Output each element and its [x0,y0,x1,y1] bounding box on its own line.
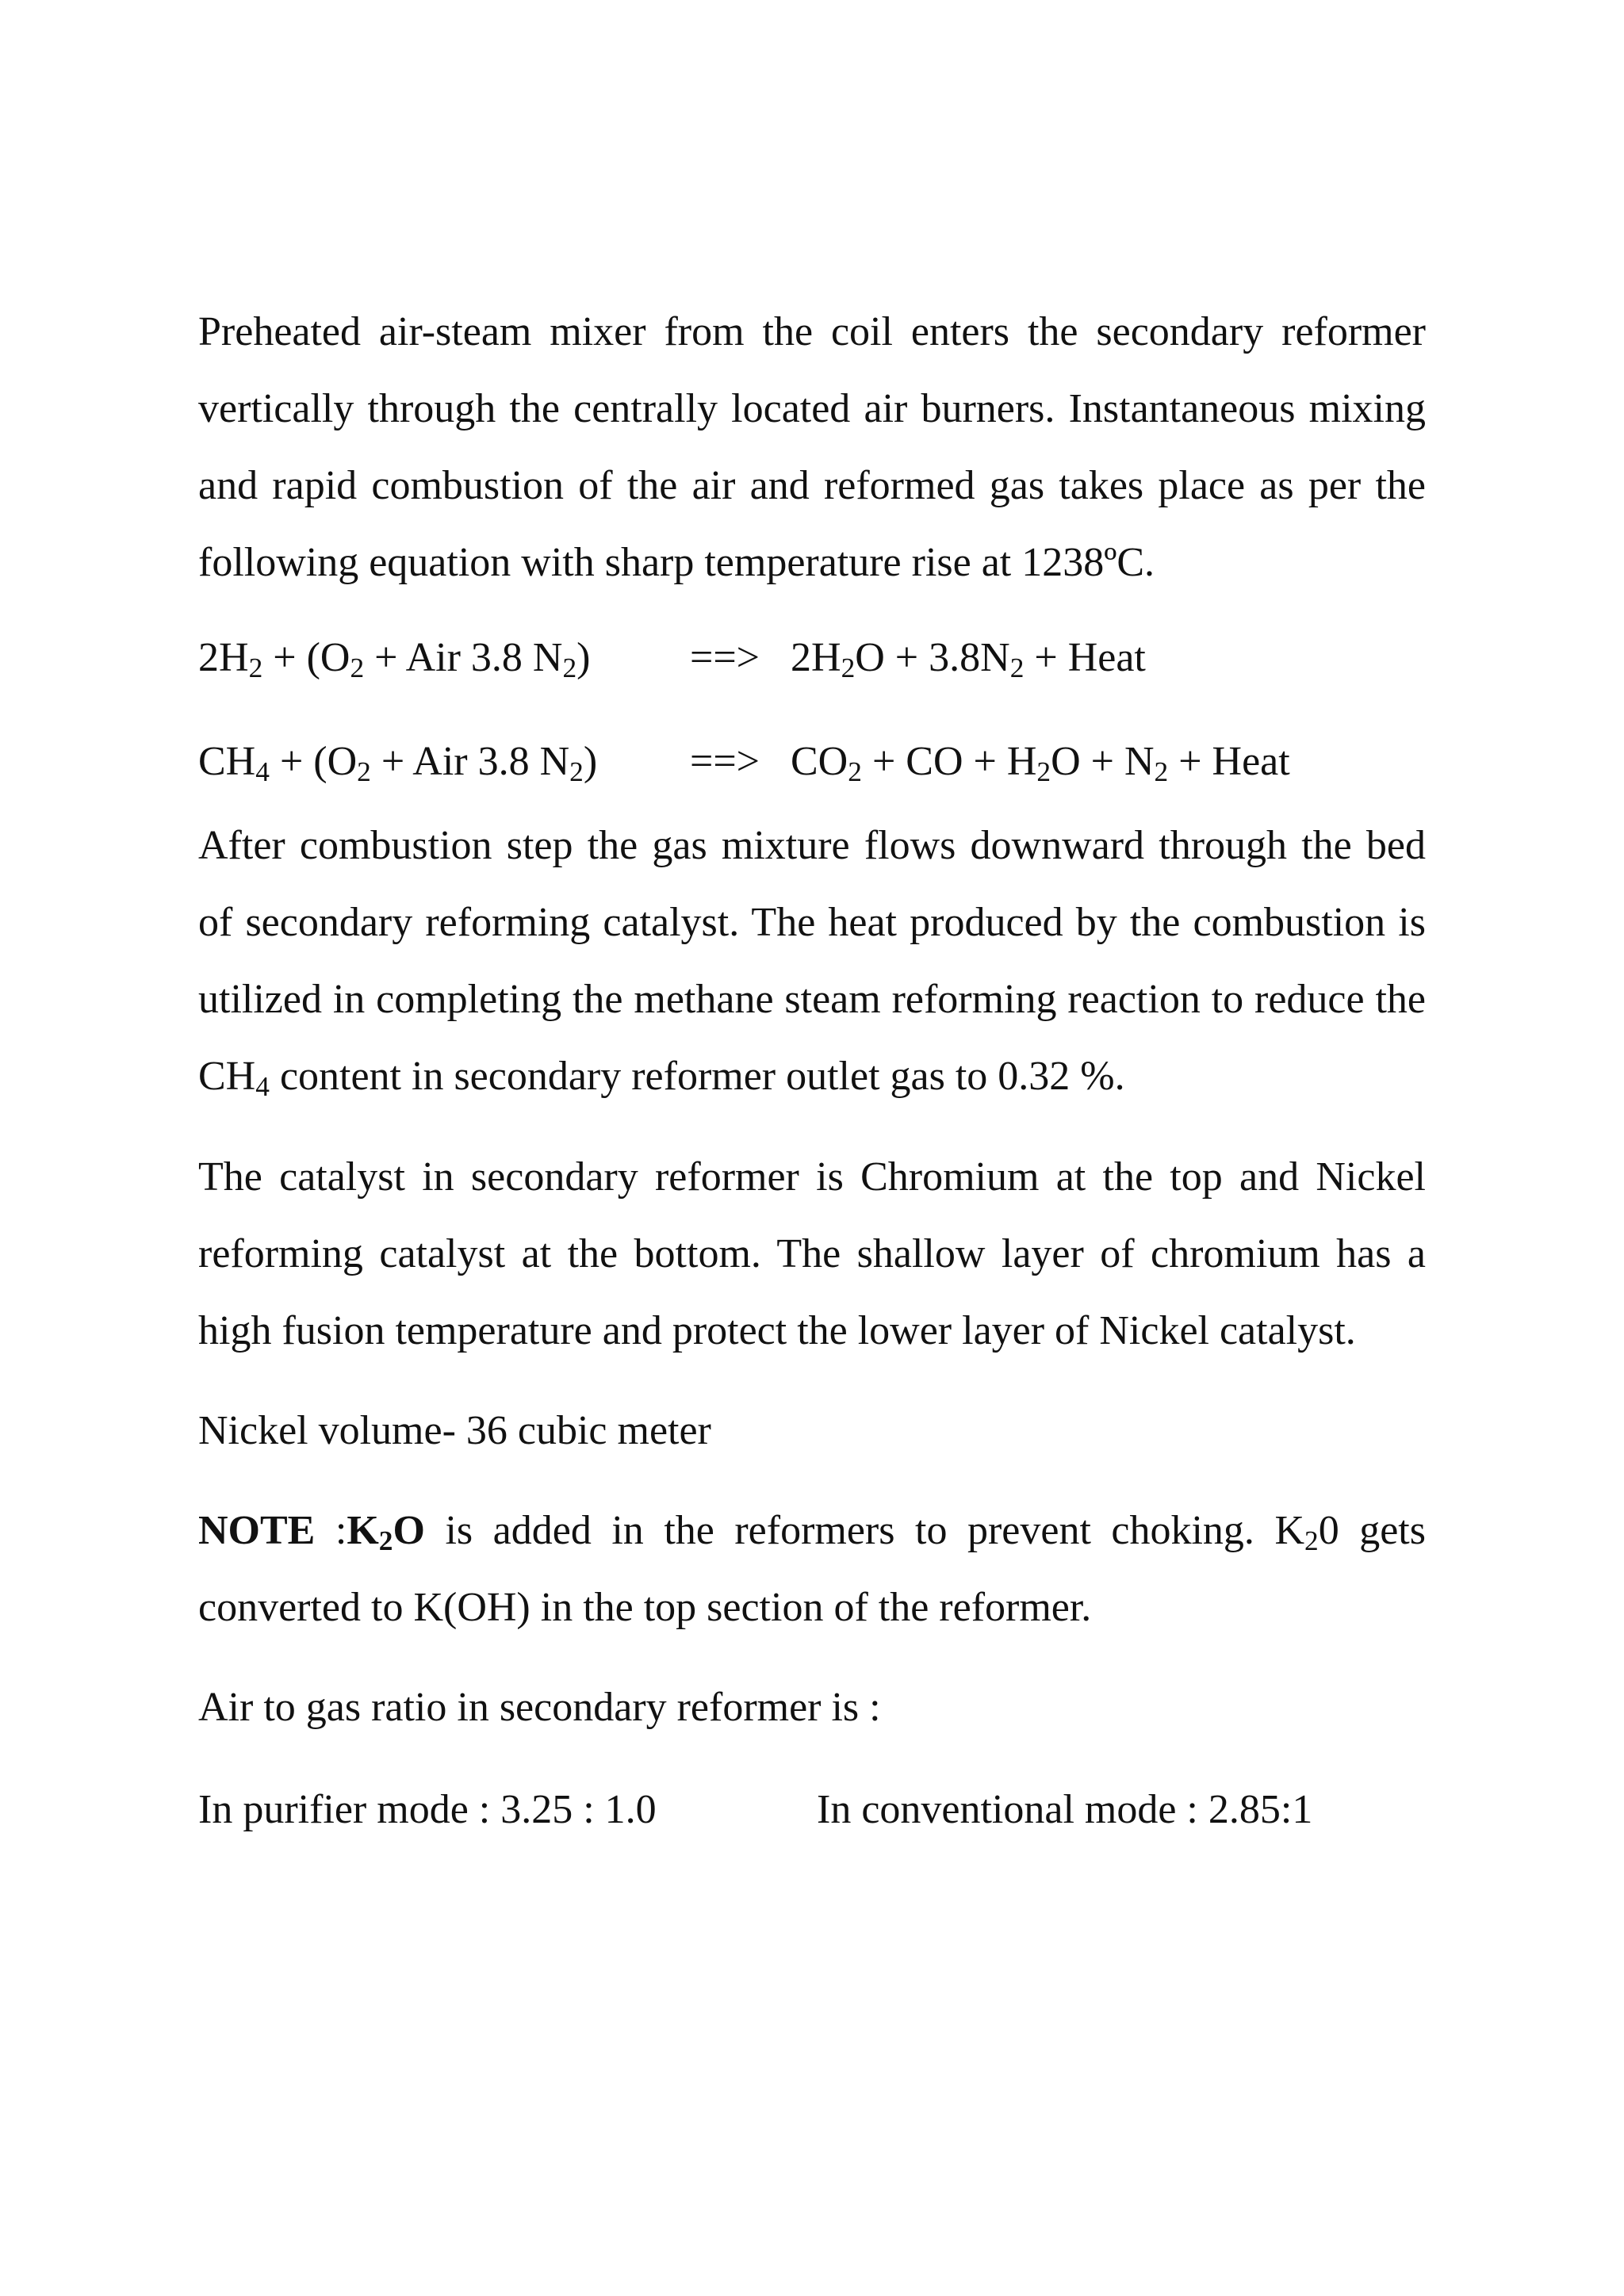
subscript: 2 [848,755,862,787]
intro-paragraph: Preheated air-steam mixer from the coil enters the secondary reformer vertically through the centrally located air burners. Instantaneous mixing and rapid combustion of the air and reformed gas takes place as per the following equation with sharp temperature rise at 1238ºC. [198,309,1426,585]
subscript: 2 [569,755,584,787]
note-paragraph: NOTE $:K_2O$ is added in the reformers to prevent choking. $K_20$ gets converted to K(OH) in the top section of the reformer. [198,1508,1426,1630]
equation-hydrogen-combustion [198,618,1426,722]
nickel-volume-line: Nickel volume- 36 cubic meter [198,1408,711,1453]
note-label: NOTE [198,1508,316,1553]
equation-2-products: $CO_2$ + CO + $H_2O + N_2$ + Heat [791,739,1290,787]
conventional-mode-ratio: In conventional mode : 2.85:1 [817,1787,1313,1832]
equation-2-reactants: $CH_4 + (O_2$ + Air 3.8 $N_2$) [198,739,598,787]
equation-methane-combustion [198,722,1426,826]
after-combustion-paragraph: After combustion step the gas mixture flows downward through the bed of secondary reforming catalyst. The heat produced by the combustion is utilized in completing the methane steam reforming reaction to reduce the $CH_4$ content in secondary reformer outlet gas to 0.32 %. [198,823,1426,1102]
subscript: 2 [357,755,371,787]
equation-1-reactants: $2H_2 + (O_2$ + Air 3.8 $N_2$) [198,635,591,683]
catalyst-paragraph: The catalyst in secondary reformer is Chromium at the top and Nickel reforming catalyst at the bottom. The shallow layer of chromium has a high fusion temperature and protect the lower layer of Nickel catalyst. [198,1154,1426,1353]
equations-block [198,618,1426,826]
subscript: 2 [841,651,856,683]
subscript: 2 [1009,651,1025,683]
subscript: 2 [1154,755,1169,787]
equation-1-products: $2H_2O + 3.8N_2$ + Heat [791,635,1146,683]
mode-ratios-row [198,1771,1426,1850]
air-gas-ratio-heading: Air to gas ratio in secondary reformer is : [198,1685,881,1730]
equation-1-arrow: ==> [690,635,760,680]
equation-2-arrow: ==> [690,739,760,784]
subscript: 4 [255,755,270,787]
subscript: 2 [562,651,577,683]
subscript: 2 [350,651,365,683]
note-compound: $K_2O$ [347,1508,425,1556]
subscript: 2 [248,651,263,683]
purifier-mode-ratio: In purifier mode : 3.25 : 1.0 [198,1787,657,1832]
subscript: 2 [1036,755,1051,787]
